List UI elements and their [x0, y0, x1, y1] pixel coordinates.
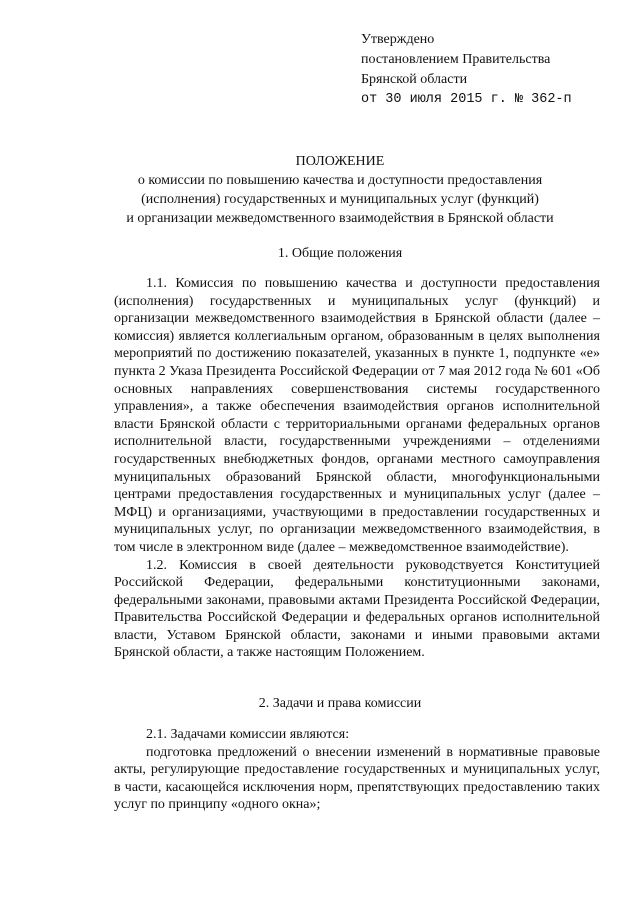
section-2-heading: 2. Задачи и права комиссии	[258, 696, 422, 711]
section-2-body	[114, 726, 600, 814]
document-subtitle-line-2: (исполнения) государственных и муниципальных услуг (функций)	[141, 192, 539, 207]
approval-stamp	[361, 30, 572, 110]
document-title	[60, 152, 620, 228]
paragraph-2-1-item-1: подготовка предложений о внесении изменений в нормативные правовые акты, регулирующие предоставление государственных и муниципальных услуг, в части, касающейся исключения норм, препятствующих предоставлению таких услуг по принципу «одного окна»;	[114, 744, 600, 813]
approval-line-resolution: постановлением Правительства	[361, 52, 551, 67]
paragraph-2-1: 2.1. Задачами комиссии являются:	[146, 727, 350, 742]
approval-date: от 30 июля 2015 г. № 362-п	[361, 92, 572, 107]
approval-line-region: Брянской области	[361, 72, 468, 87]
section-1-body	[114, 275, 600, 662]
document-heading: ПОЛОЖЕНИЕ	[295, 154, 385, 169]
section-1-heading: 1. Общие положения	[277, 246, 403, 261]
approval-line-approved: Утверждено	[361, 32, 435, 47]
paragraph-1-2: 1.2. Комиссия в своей деятельности руководствуется Конституцией Российской Федерации, федеральными конституционными законами, федеральными законами, правовыми актами Президента Российской Федерации, Правительства Российской Федерации и федеральных органов исполнительной власти, Уставом Брянской области, законами и иными правовыми актами Брянской области, а также настоящим Положением.	[114, 557, 600, 661]
document-subtitle-line-3: и организации межведомственного взаимодействия в Брянской области	[126, 211, 554, 226]
document-subtitle-line-1: о комиссии по повышению качества и доступности предоставления	[137, 173, 543, 188]
paragraph-1-1: 1.1. Комиссия по повышению качества и доступности предоставления (исполнения) государственных и муниципальных услуг (функций) и организации межведомственного взаимодействия в Брянской области (далее – комиссия) является коллегиальным органом, образованным в целях выполнения мероприятий по достижению показателей, указанных в пункте 1, подпункте «е» пункта 2 Указа Президента Российской Федерации от 7 мая 2012 года № 601 «Об основных направлениях совершенствования системы государственного управления», а также обеспечения взаимодействия органов исполнительной власти Брянской области с территориальными органами федеральных органов исполнительной власти, государственными учреждениями – отделениями государственных внебюджетных фондов, органами местного самоуправления муниципальных образований Брянской области, многофункциональными центрами предоставления государственных и муниципальных услуг (далее – МФЦ) и организациями, участвующими в предоставлении государственных и муниципальных услуг, по организации межведомственного взаимодействия, в том числе в электронном виде (далее – межведомственное взаимодействие).	[114, 276, 600, 555]
